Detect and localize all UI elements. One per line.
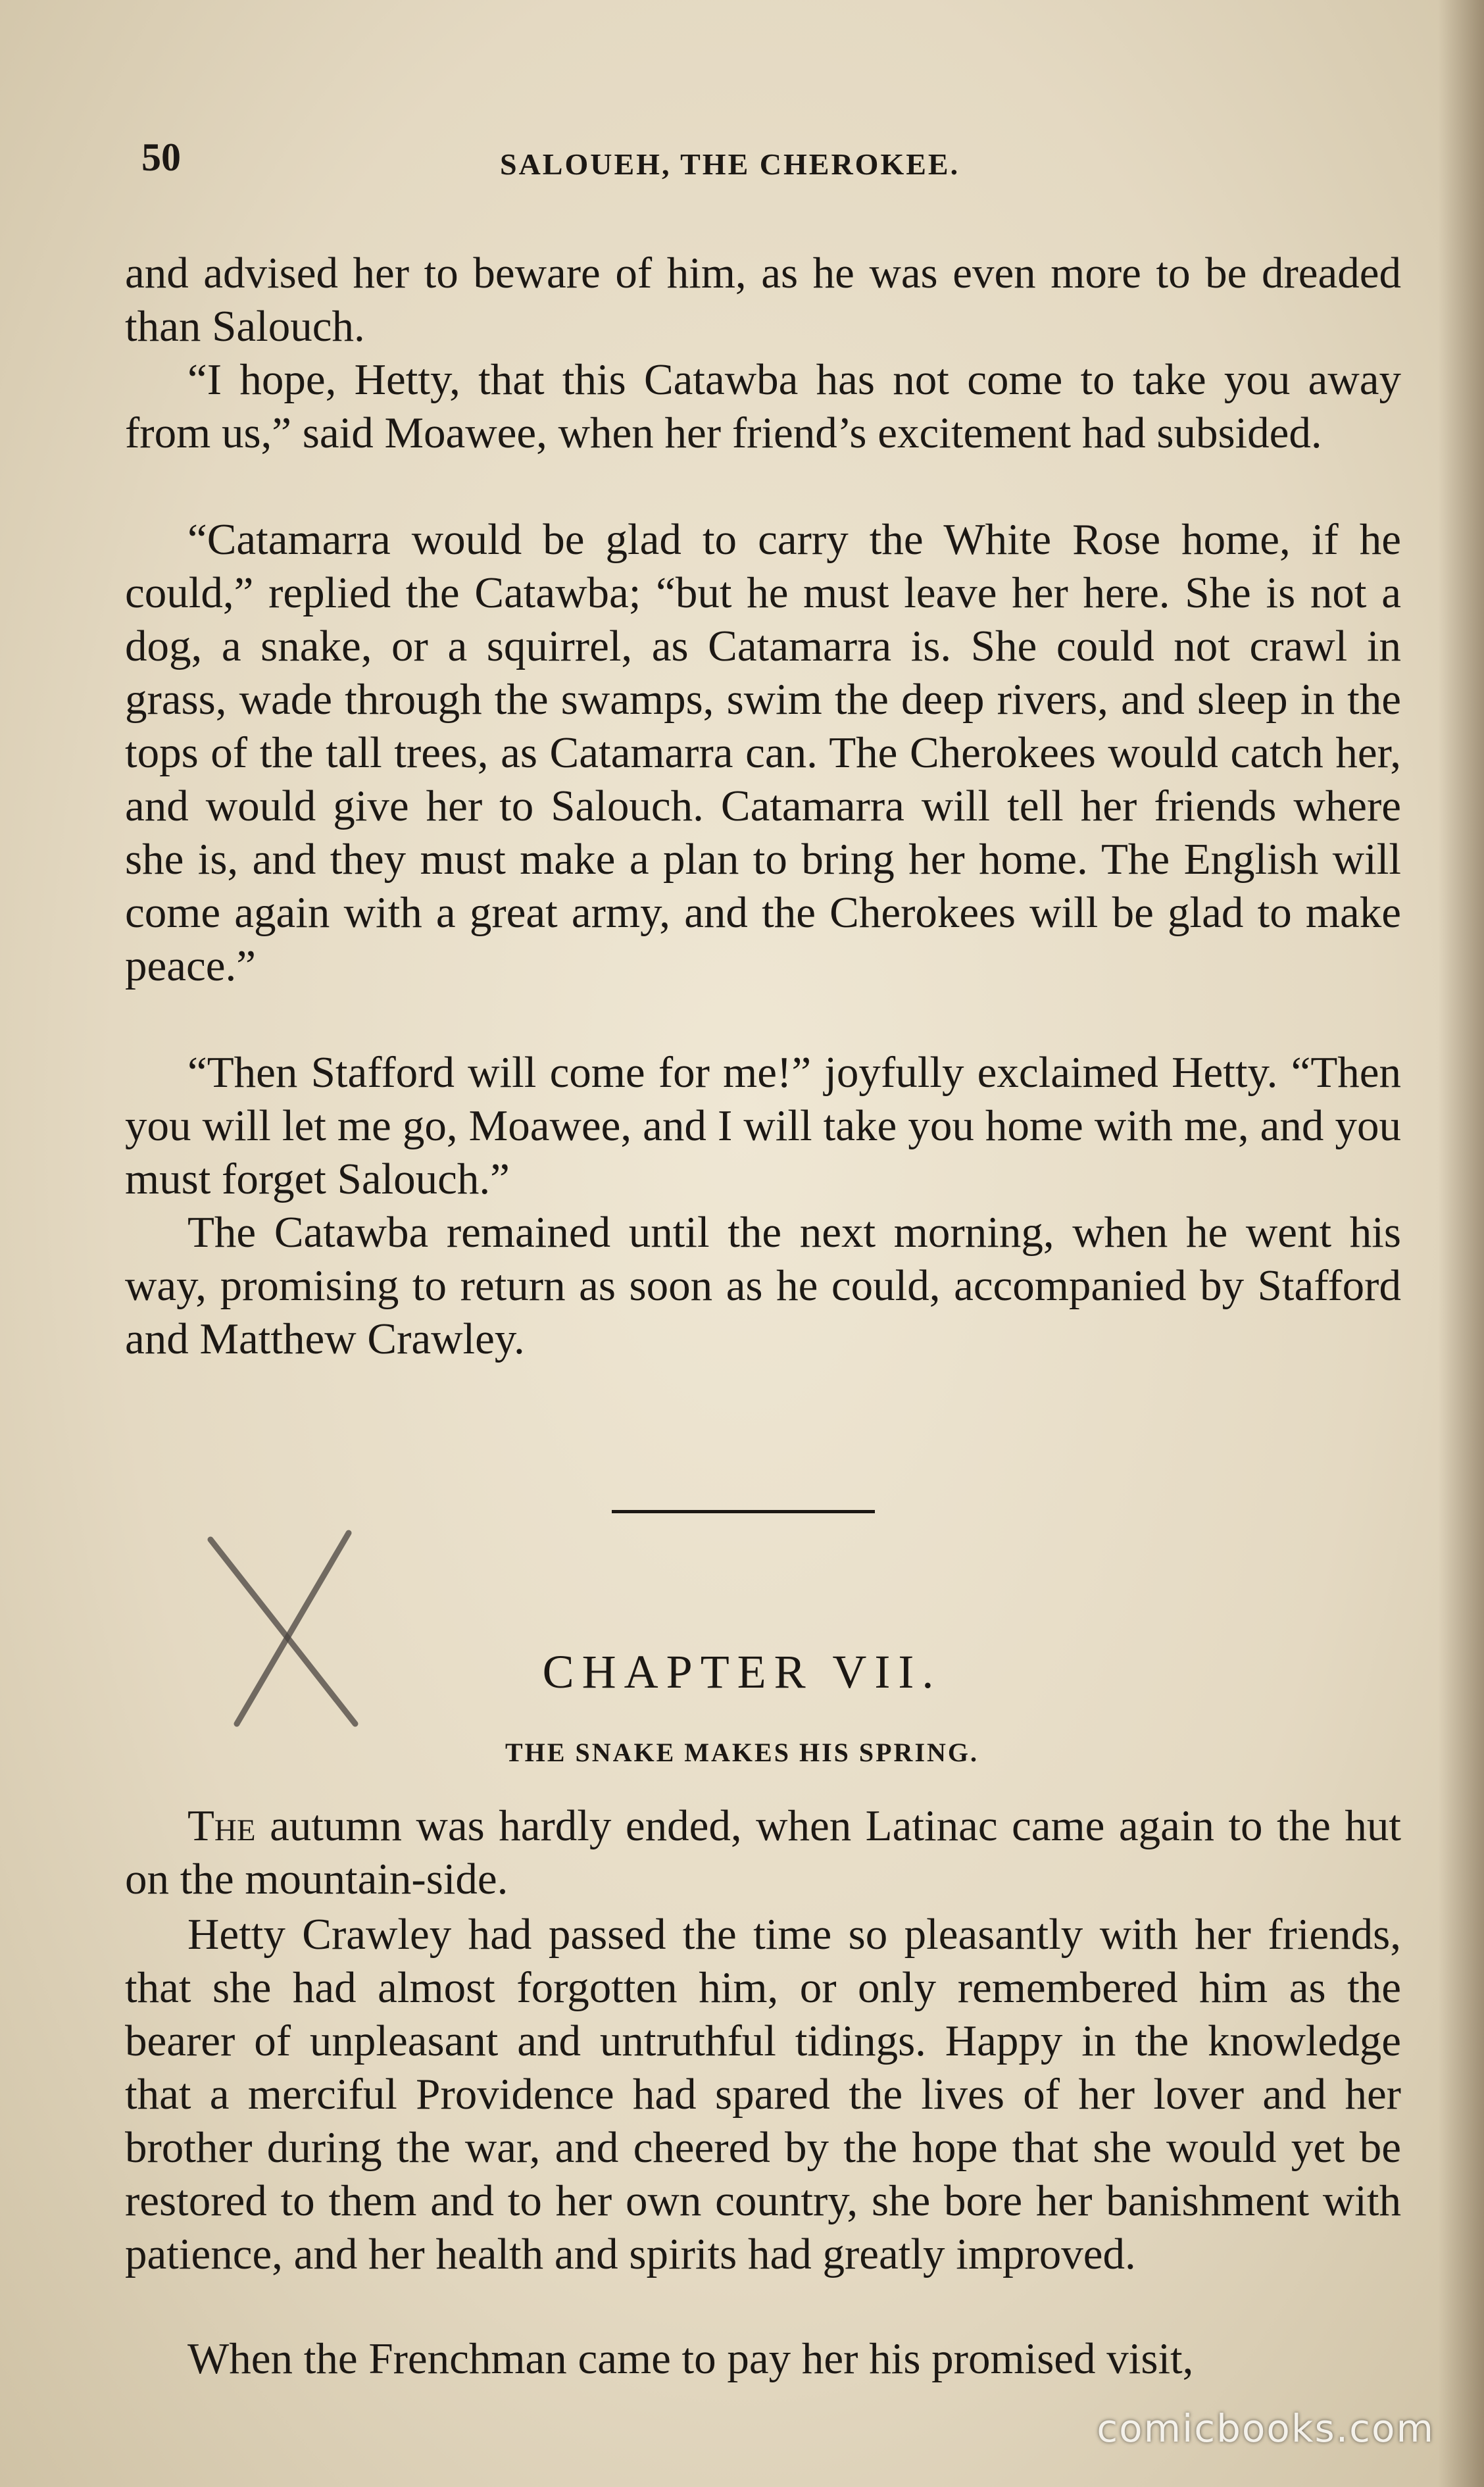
chapter-paragraph-1-text: autumn was hardly ended, when Latinac came again to the hut on the mountain-side. bbox=[125, 1801, 1401, 1903]
page-number: 50 bbox=[141, 136, 181, 179]
chapter-subtitle: THE SNAKE MAKES HIS SPRING. bbox=[505, 1738, 979, 1767]
running-head: SALOUEH, THE CHEROKEE. bbox=[500, 147, 960, 181]
site-watermark: comicbooks.com bbox=[1097, 2406, 1435, 2451]
chapter-lead-word: The bbox=[187, 1801, 256, 1850]
pencil-x-mark bbox=[191, 1526, 382, 1737]
paragraph-5: The Catawba remained until the next morning, when he went his way, promising to return as soon as he could, accompanied by Stafford and Matthew Crawley. bbox=[125, 1208, 1401, 1363]
paragraph-3: “Catamarra would be glad to carry the White Rose home, if he could,” replied the Catawba; “but he must leave her here. She is not a dog, a snake, or a squirrel, as Catamarra is. She could not crawl in grass, wade through the swamps, swim the deep rivers, and sleep in the tops of the tall trees, as Catamarra can. The Cherokees would catch her, and would give her to Salouch. Catamarra will tell her friends where she is, and they must make a plan to bring her home. The English will come again with a great army, and the Cherokees will be glad to make peace.” bbox=[125, 515, 1401, 990]
chapter-title: CHAPTER VII. bbox=[542, 1645, 942, 1698]
page-edge-shadow bbox=[1438, 0, 1484, 2487]
chapter-paragraph-3: When the Frenchman came to pay her his promised visit, bbox=[187, 2334, 1194, 2383]
paragraph-2: “I hope, Hetty, that this Catawba has not come to take you away from us,” said Moawee, when her friend’s excitement had subsided. bbox=[125, 355, 1401, 457]
section-divider-rule bbox=[612, 1510, 875, 1513]
chapter-paragraph-1 bbox=[125, 1799, 1401, 1906]
chapter-paragraph-2: Hetty Crawley had passed the time so pleasantly with her friends, that she had almost forgotten him, or only remembered him as the bearer of unpleasant and untruthful tidings. Happy in the knowledge that a merciful Providence had spared the lives of her lover and her brother during the war, and cheered by the hope that she would yet be restored to them and to her own country, she bore her banishment with patience, and her health and spirits had greatly improved. bbox=[125, 1910, 1401, 2278]
paragraph-1: and advised her to beware of him, as he was even more to be dreaded than Salouch. bbox=[125, 249, 1401, 351]
paragraph-4: “Then Stafford will come for me!” joyfully exclaimed Hetty. “Then you will let me go, Moawee, and I will take you home with me, and you must forget Salouch.” bbox=[125, 1048, 1401, 1203]
page-header bbox=[0, 135, 1484, 194]
